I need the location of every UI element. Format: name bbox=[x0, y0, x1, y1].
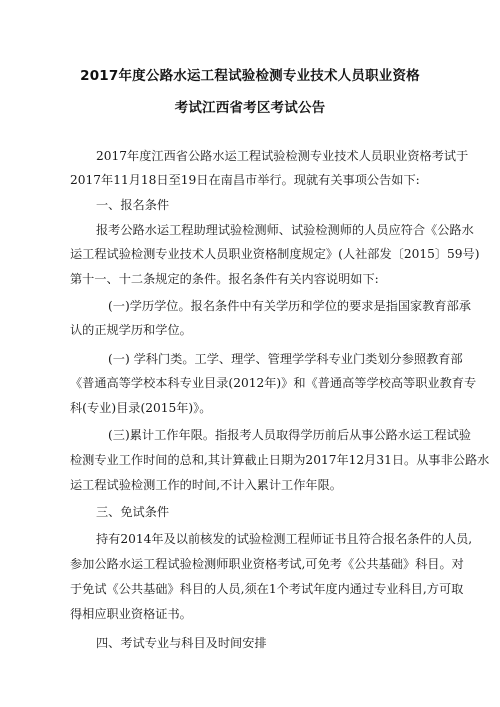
section2-para-line-3: 于免试《公共基础》科目的人员,须在1个考试年度内通过专业科目,方可取 bbox=[70, 582, 464, 596]
section1-para-line-2: 运工程试验检测专业技术人员职业资格制度规定》(人社部发〔2015〕59号) bbox=[70, 247, 480, 261]
item-education-line-2: 认的正规学历和学位。 bbox=[70, 323, 192, 337]
section2-para-line-2: 参加公路水运工程试验检测师职业资格考试,可免考《公共基础》科目。对 bbox=[70, 557, 464, 571]
item-discipline-line-3: 科(专业)目录(2015年)》。 bbox=[70, 401, 212, 415]
document-title-line-2: 考试江西省考区考试公告 bbox=[174, 100, 326, 116]
item-work-years-line-3: 运工程试验检测工作的时间,不计入累计工作年限。 bbox=[70, 478, 342, 492]
item-education-line-1: (一)学历学位。报名条件中有关学历和学位的要求是指国家教育部承 bbox=[108, 299, 471, 313]
section2-para-line-1: 持有2014年及以前核发的试验检测工程师证书且符合报名条件的人员, bbox=[96, 532, 473, 546]
document-title-line-1: 2017年度公路水运工程试验检测专业技术人员职业资格 bbox=[80, 68, 420, 84]
section-heading-schedule: 四、考试专业与科目及时间安排 bbox=[96, 636, 267, 650]
section-heading-registration: 一、报名条件 bbox=[96, 198, 170, 212]
section1-para-line-1: 报考公路水运工程助理试验检测师、试验检测师的人员应符合《公路水 bbox=[96, 223, 474, 237]
item-work-years-line-1: (三)累计工作年限。指报考人员取得学历前后从事公路水运工程试验 bbox=[108, 428, 471, 442]
item-discipline-line-2: 《普通高等学校本科专业目录(2012年)》和《普通高等学校高等职业教育专 bbox=[70, 376, 477, 390]
section-heading-exemption: 三、免试条件 bbox=[96, 505, 170, 519]
intro-line-2: 2017年11月18日至19日在南昌市举行。现就有关事项公告如下: bbox=[70, 173, 420, 187]
item-discipline-line-1: (一) 学科门类。工学、理学、管理学学科专业门类划分参照教育部 bbox=[108, 352, 463, 366]
section1-para-line-3: 第十一、十二条规定的条件。报名条件有关内容说明如下: bbox=[70, 272, 379, 286]
intro-line-1: 2017年度江西省公路水运工程试验检测专业技术人员职业资格考试于 bbox=[96, 149, 469, 163]
item-work-years-line-2: 检测专业工作时间的总和,其计算截止日期为2017年12月31日。从事非公路水 bbox=[70, 453, 490, 467]
section2-para-line-4: 得相应职业资格证书。 bbox=[70, 607, 192, 621]
